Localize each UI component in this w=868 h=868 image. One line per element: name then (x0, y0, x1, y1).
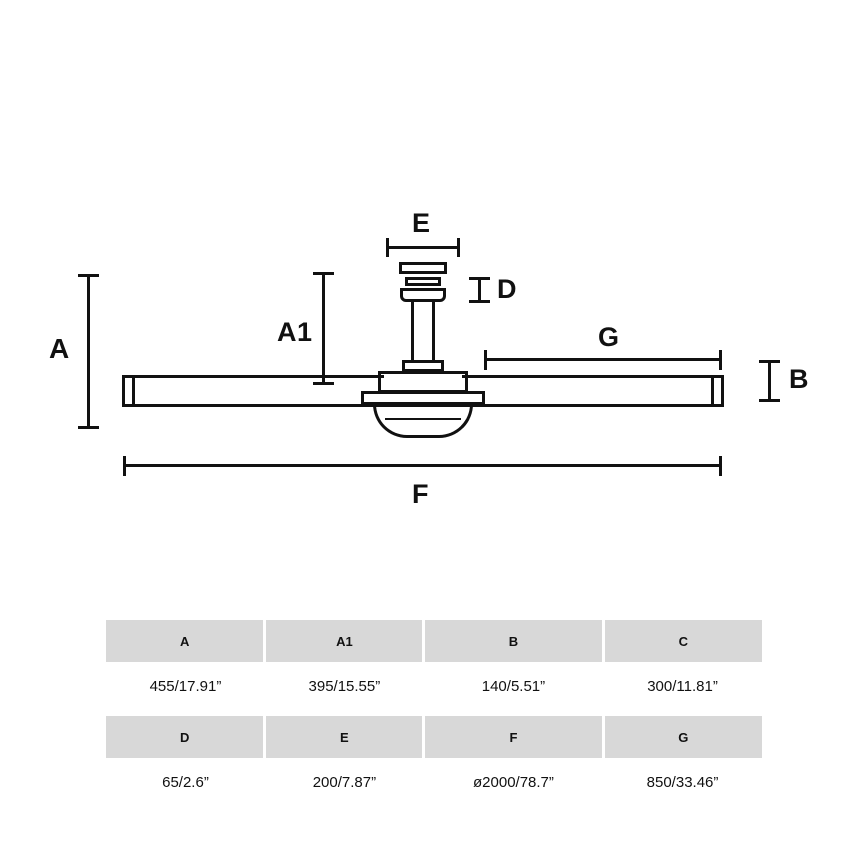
a-tick-top (78, 274, 99, 277)
table-header-row-2 (106, 716, 762, 758)
canopy-mid-plate (405, 277, 441, 286)
table-header-cell: A1 (265, 620, 424, 662)
blade-right-tip (721, 375, 724, 407)
label-e: E (412, 208, 431, 238)
f-tick-left (123, 456, 126, 476)
table-cell: 200/7.87” (265, 758, 424, 806)
blade-right-tip-cap (711, 375, 724, 378)
b-tick-bottom (759, 399, 780, 402)
g-dimension-line (484, 358, 722, 361)
table-cell: 395/15.55” (265, 662, 424, 710)
a1-dimension-line (322, 272, 325, 385)
table-cell: 140/5.51” (424, 662, 603, 710)
table-cell: 65/2.6” (106, 758, 265, 806)
label-f: F (412, 479, 429, 509)
table-cell: 455/17.91” (106, 662, 265, 710)
label-a1: A1 (277, 317, 313, 347)
canopy-cone (400, 288, 446, 302)
table-header-row-1 (106, 620, 762, 662)
f-dimension-line (123, 464, 722, 467)
a-dimension-line (87, 274, 90, 429)
d-tick-top (469, 277, 490, 280)
motor-housing (378, 371, 468, 393)
g-tick-right (719, 350, 722, 370)
g-tick-left (484, 350, 487, 370)
downrod (411, 302, 435, 362)
table-value-row-1 (106, 662, 762, 710)
light-dome (373, 404, 473, 438)
label-g: G (598, 322, 620, 352)
blade-left-tip-cap (122, 375, 135, 378)
table-header-cell: E (265, 716, 424, 758)
a-tick-bottom (78, 426, 99, 429)
b-dimension-line (768, 360, 771, 402)
blade-right-top-edge (462, 375, 724, 378)
table-header-cell: C (603, 620, 762, 662)
blade-left-tip-inner (132, 378, 135, 404)
table-cell: 850/33.46” (603, 758, 762, 806)
table-header-cell: D (106, 716, 265, 758)
a1-tick-bottom (313, 382, 334, 385)
a1-tick-top (313, 272, 334, 275)
blade-right-bottom-edge (462, 404, 724, 407)
dome-inner-line (385, 418, 461, 420)
table-cell: ø2000/78.7” (424, 758, 603, 806)
e-dimension-line (386, 246, 460, 249)
e-tick-left (386, 238, 389, 257)
blade-left-bottom-edge (122, 404, 384, 407)
d-tick-bottom (469, 300, 490, 303)
table-value-row-2 (106, 758, 762, 806)
table-header-cell: G (603, 716, 762, 758)
motor-base-plate (361, 391, 485, 405)
table-header-cell: B (424, 620, 603, 662)
table-cell: 300/11.81” (603, 662, 762, 710)
label-d: D (497, 274, 517, 304)
f-tick-right (719, 456, 722, 476)
canopy-top-plate (399, 262, 447, 274)
blade-right-tip-inner (711, 378, 714, 404)
e-tick-right (457, 238, 460, 257)
label-b: B (789, 364, 809, 394)
blade-left-top-edge (122, 375, 384, 378)
table-header-cell: F (424, 716, 603, 758)
b-tick-top (759, 360, 780, 363)
dimensions-table (106, 620, 762, 806)
label-a: A (49, 333, 70, 364)
blade-left-tip (122, 375, 125, 407)
table-header-cell: A (106, 620, 265, 662)
